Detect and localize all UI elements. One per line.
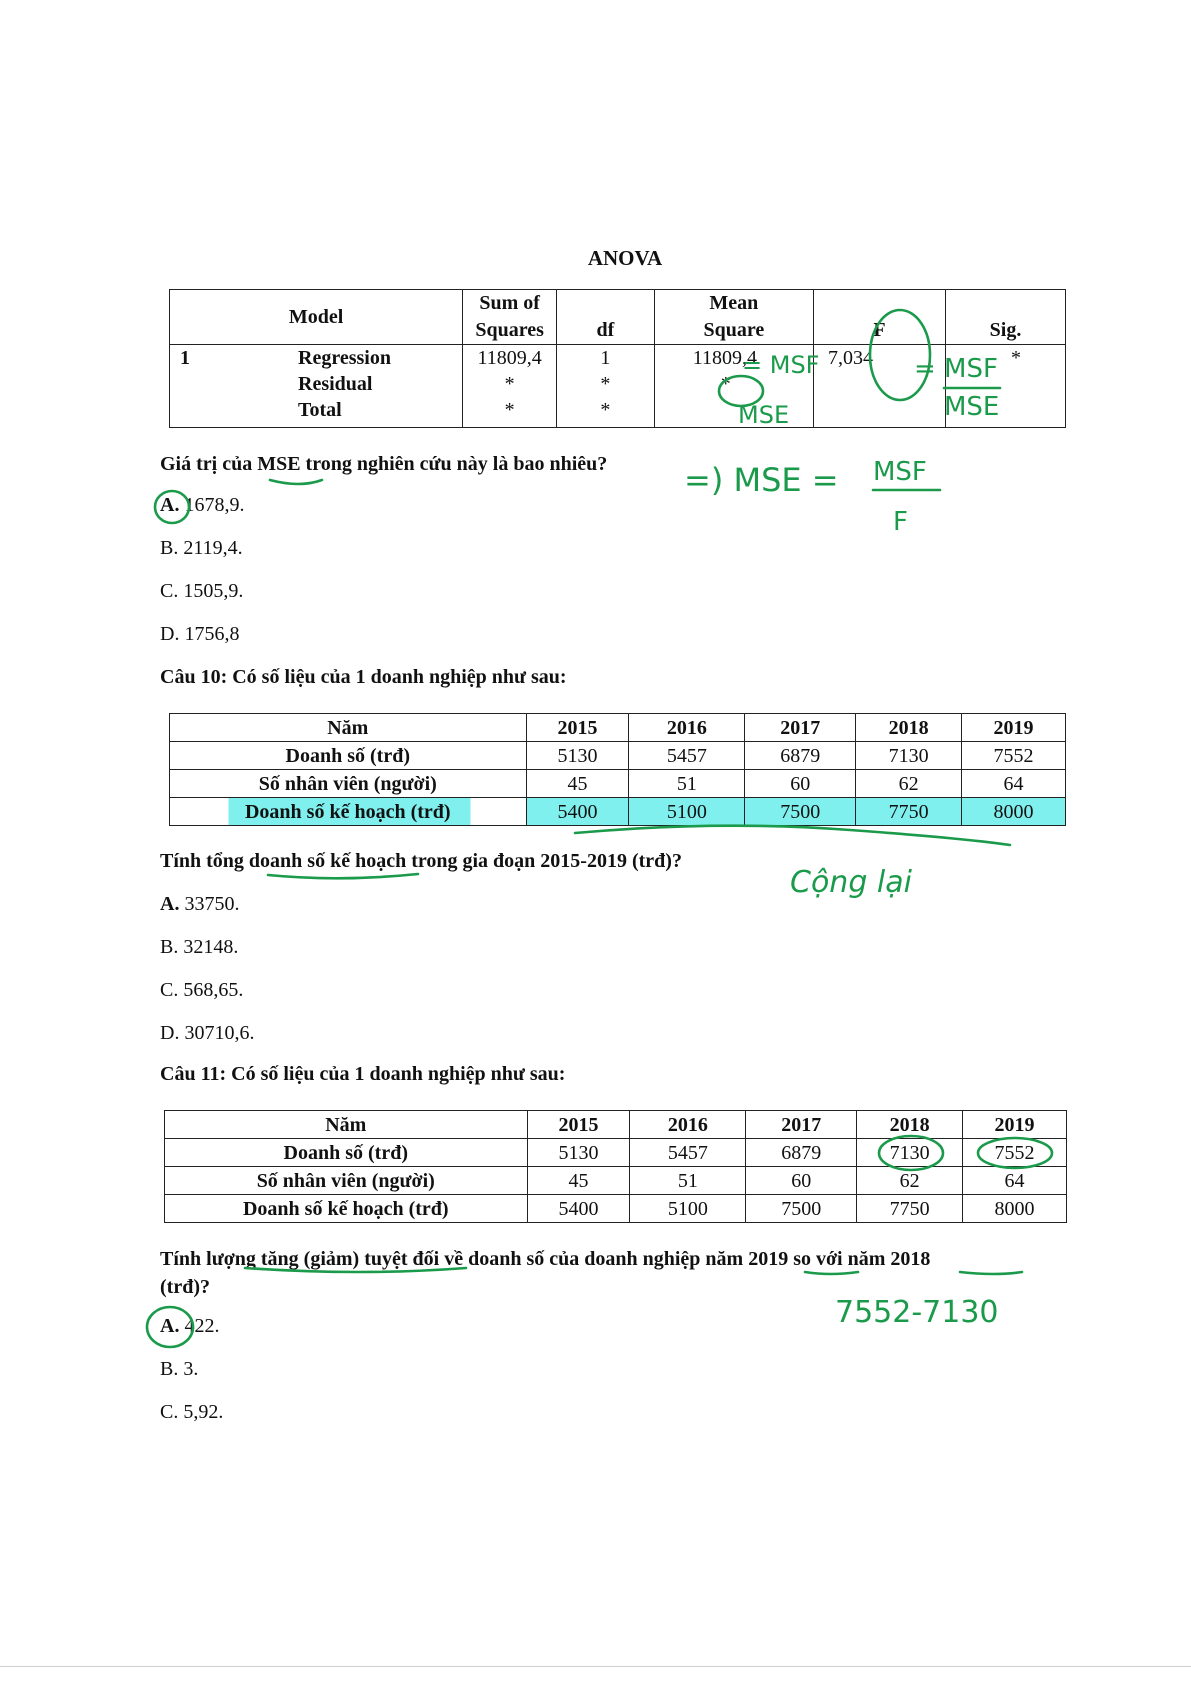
model-number: 1 — [180, 347, 190, 369]
q9-option-d: D. 1756,8 — [160, 623, 240, 645]
year-cell: 2015 — [527, 1111, 630, 1139]
q11-option-b: B. 3. — [160, 1358, 199, 1380]
df-values: 1 * * — [557, 345, 655, 428]
q11-option-c: C. 5,92. — [160, 1401, 224, 1423]
q10-prompt: Tính tổng doanh số kế hoạch trong gia đoạn 2015-2019 (trđ)? — [160, 850, 682, 872]
q10-option-d: D. 30710,6. — [160, 1022, 255, 1044]
sum-squares-values: 11809,4 * * — [463, 345, 557, 428]
cong-lai-note: Cộng lại — [790, 865, 912, 900]
q10-option-a: A. 33750. — [160, 893, 240, 915]
table-row: Doanh số (trđ) 5130 5457 6879 7130 7552 — [170, 742, 1066, 770]
underline-tong-doanh-so — [268, 874, 418, 878]
diff-note: 7552-7130 — [835, 1295, 999, 1330]
table-row: Doanh số kế hoạch (trđ) 5400 5100 7500 7750 8000 — [165, 1195, 1067, 1223]
anova-title: ANOVA — [587, 246, 663, 270]
table-row-highlighted: Doanh số kế hoạch (trđ) 5400 5100 7500 7750 8000 — [170, 798, 1066, 826]
q10-data-table — [169, 713, 1066, 826]
table-header-year: Năm — [170, 714, 527, 742]
q10-option-c: C. 568,65. — [160, 979, 244, 1001]
q9-option-a: A. 1678,9. — [160, 494, 245, 516]
mse-below-f: MSE — [944, 392, 1000, 422]
page-divider — [0, 1666, 1191, 1667]
table-row: Số nhân viên (người) 45 51 60 62 64 — [165, 1167, 1067, 1195]
table-row: Doanh số (trđ) 5130 5457 6879 7130 7552 — [165, 1139, 1067, 1167]
year-cell: 2016 — [629, 714, 745, 742]
year-cell: 2019 — [962, 714, 1066, 742]
q11-question: Câu 11: Có số liệu của 1 doanh nghiệp như sau: — [160, 1063, 566, 1085]
year-cell: 2018 — [856, 714, 962, 742]
header-df: df — [557, 290, 655, 345]
mse-label: MSE — [738, 401, 790, 429]
q10-question: Câu 10: Có số liệu của 1 doanh nghiệp như sau: — [160, 666, 567, 688]
header-model: Model — [170, 290, 463, 345]
row-residual-label: Residual — [298, 373, 373, 395]
header-f: F — [813, 290, 945, 345]
header-sig: Sig. — [946, 290, 1066, 345]
header-sum-squares: Sum of Squares — [463, 290, 557, 345]
q11-data-table — [164, 1110, 1067, 1223]
table-header-year: Năm — [165, 1111, 528, 1139]
formula-lhs: =) MSE = — [684, 461, 839, 499]
f-value: 7,034 — [813, 345, 945, 428]
table-row: Số nhân viên (người) 45 51 60 62 64 — [170, 770, 1066, 798]
q11-prompt: Tính lượng tăng (giảm) tuyệt đối về doanh số của doanh nghiệp năm 2019 so với năm 2018 (trđ)? — [160, 1248, 931, 1298]
year-cell: 2016 — [630, 1111, 746, 1139]
underline-mse — [270, 480, 322, 484]
year-cell: 2017 — [745, 714, 856, 742]
formula-num: MSF — [873, 457, 927, 487]
q9-option-b: B. 2119,4. — [160, 537, 243, 559]
msf-eq-note: = MSF — [742, 351, 820, 379]
row-total-label: Total — [298, 399, 342, 421]
header-mean-square: Mean Square — [654, 290, 813, 345]
year-cell: 2019 — [963, 1111, 1067, 1139]
q10-option-b: B. 32148. — [160, 936, 239, 958]
mean-square-values: 11809,4 * — [654, 345, 813, 428]
sig-value: * — [946, 345, 1066, 428]
q9-question: Giá trị của MSE trong nghiên cứu này là bao nhiêu? — [160, 453, 608, 475]
q9-option-c: C. 1505,9. — [160, 580, 244, 602]
q11-option-a: A. 422. — [160, 1315, 220, 1337]
year-cell: 2017 — [746, 1111, 857, 1139]
underline-planned-row — [575, 826, 1010, 845]
eq-msf-note: = MSF — [914, 354, 998, 384]
year-cell: 2015 — [526, 714, 629, 742]
year-cell: 2018 — [857, 1111, 963, 1139]
row-regression-label: Regression — [298, 347, 391, 369]
formula-den: F — [893, 507, 908, 537]
model-cell — [170, 345, 463, 428]
anova-table — [169, 289, 1066, 428]
